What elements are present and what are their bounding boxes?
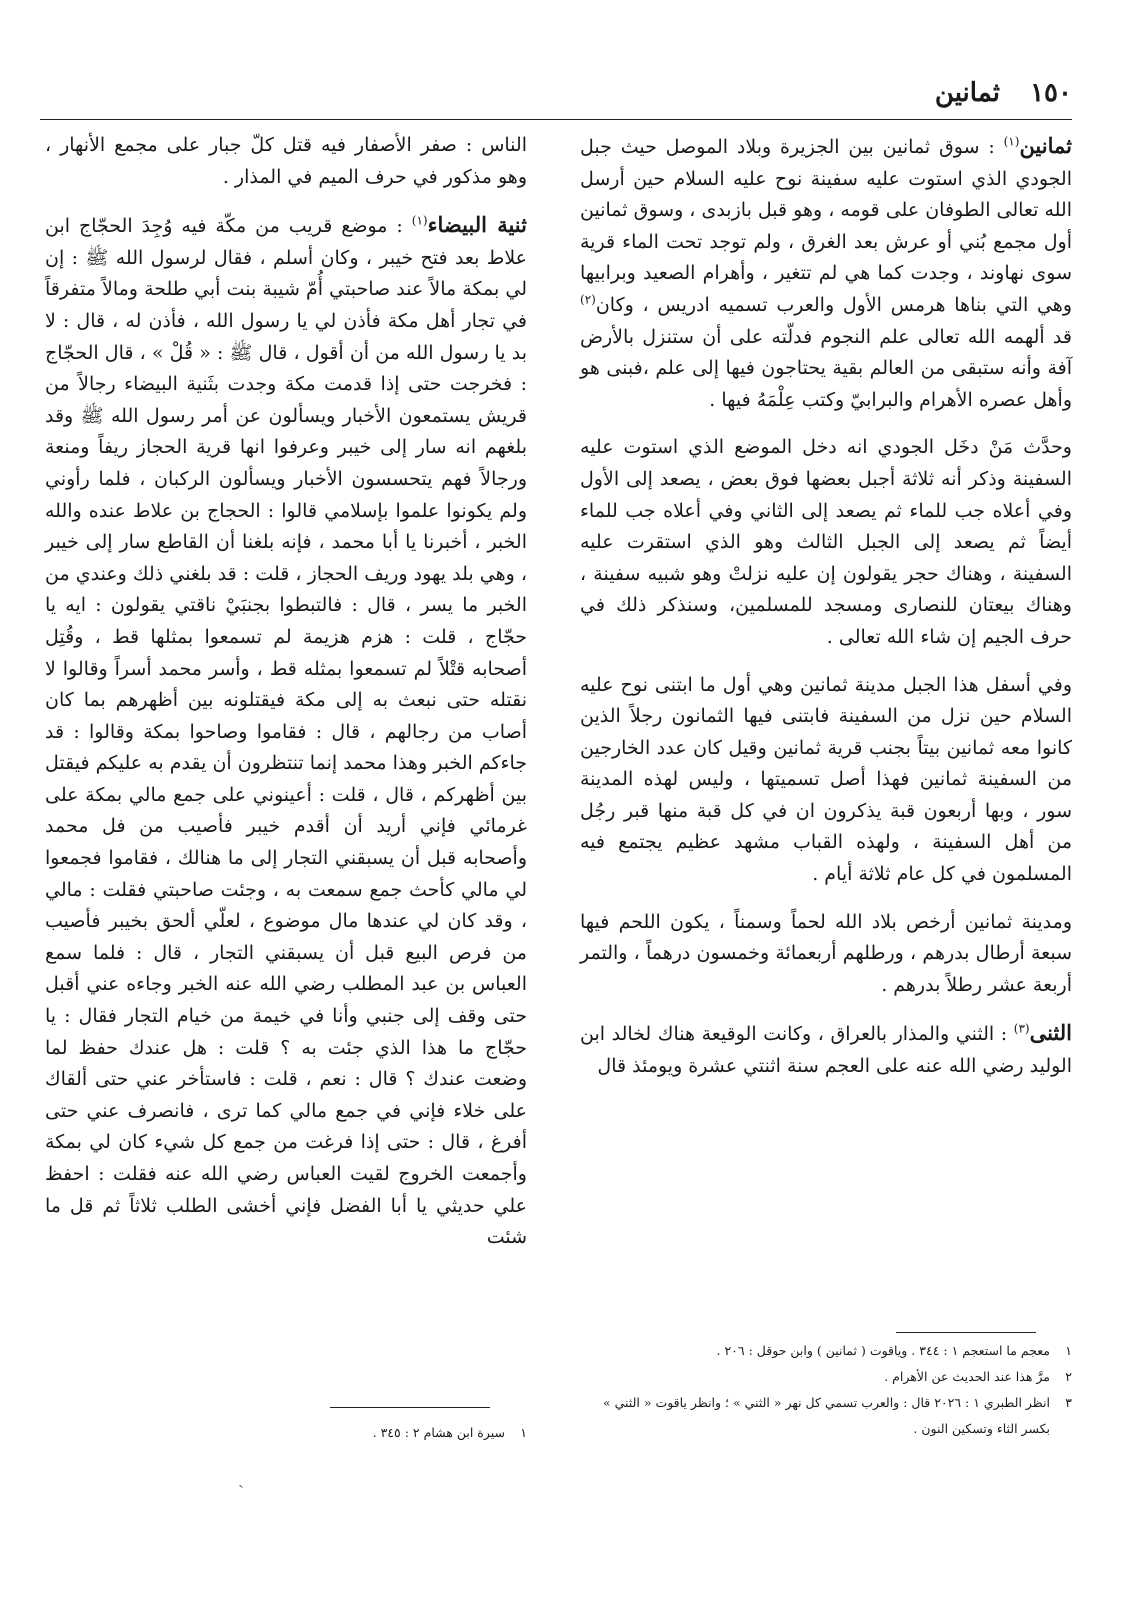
footnote-text: انظر الطبري ١ : ٢٠٢٦ قال : والعرب تسمي كل نهر « الثني » ؛ وانظر ياقوت « الثني » بكسر الثاء وتسكين النون . [603,1395,1050,1436]
entry-lemma: ثنية البيضاء [427,212,527,238]
left-column [45,130,527,1270]
footnote-text: مرَّ هذا عند الحديث عن الأهرام . [884,1369,1050,1384]
paragraph: ومدينة ثمانين أرخص بلاد الله لحماً وسمناً ، يكون اللحم فيها سبعة أرطال بدرهم ، ورطلهم أربعمائة وخمسون درهماً ، والتمر أربعة عشر رطلاً بدرهم . [580,910,1072,996]
entry-text: : موضع قريب من مكّة فيه وُجِدَ الحجّاج ابن علاط بعد فتح خيبر ، وكان أسلم ، فقال لرسول الله ﷺ : إن لي بمكة مالاً عند صاحبتي أُمّ شيبة بنت أبي طلحة ومالاً متفرقاً في تجار أهل مكة فأذن لي يا رسول الله ، فأذن له ، قال : لا بد يا رسول الله من أن أقول ، قال ﷺ : « قُلْ » ، قال الحجّاج : فخرجت حتى إذا قدمت مكة وجدت بثَنية البيضاء رجالاً من قريش يستمعون الأخبار ويسألون عن أمر رسول الله ﷺ وقد بلغهم انه سار إلى خيبر وعرفوا انها قرية الحجاز ريفاً ومنعة ورجالاً فهم يتحسسون الأخبار ويسألون الركبان ، فلما رأوني ولم يكونوا علموا بإسلامي قالوا : الحجاج بن علاط عنده والله الخبر ، أخبرنا يا أبا محمد ، فإنه بلغنا أن القاطع سار إلى خيبر ، وهي بلد يهود وريف الحجاز ، قلت : قد بلغني ذلك وعندي من الخبر ما يسر ، قال : فالتبطوا بجنبَيْ ناقتي يقولون : ايه يا حجّاج ، قلت : هزم هزيمة لم تسمعوا بمثلها قط ، وقُتِل أصحابه قتْلاً لم تسمعوا بمثله قط ، وأسر محمد أسراً وقالوا لا نقتله حتى نبعث به إلى مكة فيقتلونه بين أظهرهم بما كان أصاب من رجالهم ، قال : فقاموا وصاحوا بمكة وقالوا : قد جاءكم الخبر وهذا محمد إنما تنتظرون أن يقدم به عليكم فيقتل بين أظهركم ، قال ، قلت : أعينوني على جمع مالي بمكة على غرمائي فإني أريد أن أقدم خيبر فأصيب من فل محمد وأصحابه قبل أن يسبقني التجار إلى ما هنالك ، فقاموا فجمعوا لي مالي كأحث جمع سمعت به ، وجئت صاحبتي فقلت : مالي ، وقد كان لي عندها مال موضوع ، لعلّي ألحق بخيبر فأصيب من فرص البيع قبل أن يسبقني التجار ، قال : فلما سمع العباس بن عبد المطلب رضي الله عنه الخبر وجاءه عني أقبل حتى وقف إلى جنبي وأنا في خيمة من خيام التجار فقال : يا حجّاج ما هذا الذي جئت به ؟ قلت : هل عندك حفظ لما وضعت عندك ؟ قال : نعم ، قلت : فاستأخر عني حتى ألقاك على خلاء فإني في جمع مالي كما ترى ، فانصرف عني حتى أفرغ ، قال : حتى إذا فرغت من جمع كل شيء كان لي بمكة وأجمعت الخروج لقيت العباس رضي الله عنه فقلت : احفظ علي حديثي يا أبا الفضل فإني أخشى الطلب ثلاثاً ثم قل ما شئت [45,215,527,1249]
footnote-number: ١ [1065,1343,1072,1358]
footnote-number: ٣ [1065,1395,1072,1410]
footnote-number: ٢ [1065,1369,1072,1384]
paragraph: وحدَّث مَنْ دخَل الجودي انه دخل الموضع الذي استوت عليه السفينة وذكر أنه ثلاثة أجبل بعضها فوق بعض ، يصعد إلى الأول وفي أعلاه جب للماء ثم يصعد إلى الثاني وفي أعلاه جب للماء أيضاً ثم يصعد إلى الجبل الثالث وهو الذي استقرت عليه السفينة ، وهناك حجر يقولون إن عليه نزلتْ وهو شبيه سفينة ، وهناك بيعتان للنصارى ومسجد للمسلمين، وسنذكر ذلك في حرف الجيم إن شاء الله تعالى . [580,436,1072,648]
footnote-ref: (١) [1003,134,1020,149]
page-header [40,78,1072,120]
footnote-text: معجم ما استعجم ١ : ٣٤٤ . وياقوت ( ثمانين ) وابن حوقل : ٢٠٦ . [716,1343,1050,1358]
footnote [580,1390,1072,1442]
entry-thaniyat-al-bayda [45,209,527,1254]
entry-text: : الثني والمذار بالعراق ، وكانت الوقيعة هناك لخالد ابن الوليد رضي الله عنه على العجم سنة اثنتي عشرة ويومئذ قال [580,1023,1072,1078]
footnote [580,1338,1072,1364]
page-number: ١٥٠ [1030,78,1072,108]
entry-text: قد ألهمه الله تعالى علم النجوم فدلّته على أن ستنزل بالأرض آفة وأنه ستبقى من العالم بقية يحتاجون فيها إلى علم ،فبنى هو وأهل عصره الأهرام والبرابيّ وكتب عِلْمَهُ فيها . [580,325,1072,411]
footnote-rule [330,1407,490,1408]
entry-althani [580,1017,1072,1082]
footnote-ref: (٣) [1013,1022,1030,1037]
right-column [580,130,1072,1099]
footnotes-left [45,1420,527,1446]
footnote-text: سيرة ابن هشام ٢ : ٣٤٥ . [372,1425,505,1440]
footnote-number: ١ [520,1425,527,1440]
footnote-rule [896,1332,1036,1333]
footnote-ref: (٢) [580,292,596,307]
paragraph: الناس : صفر الأصفار فيه قتل كلّ جبار على مجمع الأنهار ، وهو مذكور في حرف الميم في المذار . [45,134,527,188]
print-speck: ˏ [238,1468,244,1489]
footnote [580,1364,1072,1390]
entry-text: : سوق ثمانين بين الجزيرة وبلاد الموصل حيث جبل الجودي الذي استوت عليه سفينة نوح عليه السلام حين أرسل الله تعالى الطوفان على قومه ، وهو قبل بازبدى ، وسوق ثمانين أول مجمع بُني أو عرش بعد الغرق ، ولم توجد تحت الماء قرية سوى نهاوند ، وجدت كما هي لم تتغير ، وأهرام الصعيد وبرابيها وهي التي بناها هرمس الأول والعرب تسميه ادريس ، وكان [580,136,1072,316]
footnotes-right [580,1338,1072,1442]
entry-lemma: ثمانين [1019,133,1072,158]
running-head: ثمانين [934,78,1000,108]
paragraph: وفي أسفل هذا الجبل مدينة ثمانين وهي أول ما ابتنى نوح عليه السلام حين نزل من السفينة فابتنى فيها الثمانون رجلاً الذين كانوا معه ثمانين بيتاً بجنب قرية ثمانين وقيل كان عدد الخارجين من السفينة ثمانين فهذا أصل تسميتها ، وليس لهذه المدينة سور ، وبها أربعون قبة يذكرون ان في كل قبة منها قبر رجُل من أهل السفينة ، ولهذه القباب مشهد عظيم يجتمع فيه المسلمون في كل عام ثلاثة أيام . [580,673,1073,886]
footnote-ref: (١) [411,213,428,228]
entry-thamanin [580,130,1072,416]
entry-lemma: الثنى [1029,1020,1072,1046]
footnote [45,1420,527,1446]
header-rule [40,119,1072,120]
